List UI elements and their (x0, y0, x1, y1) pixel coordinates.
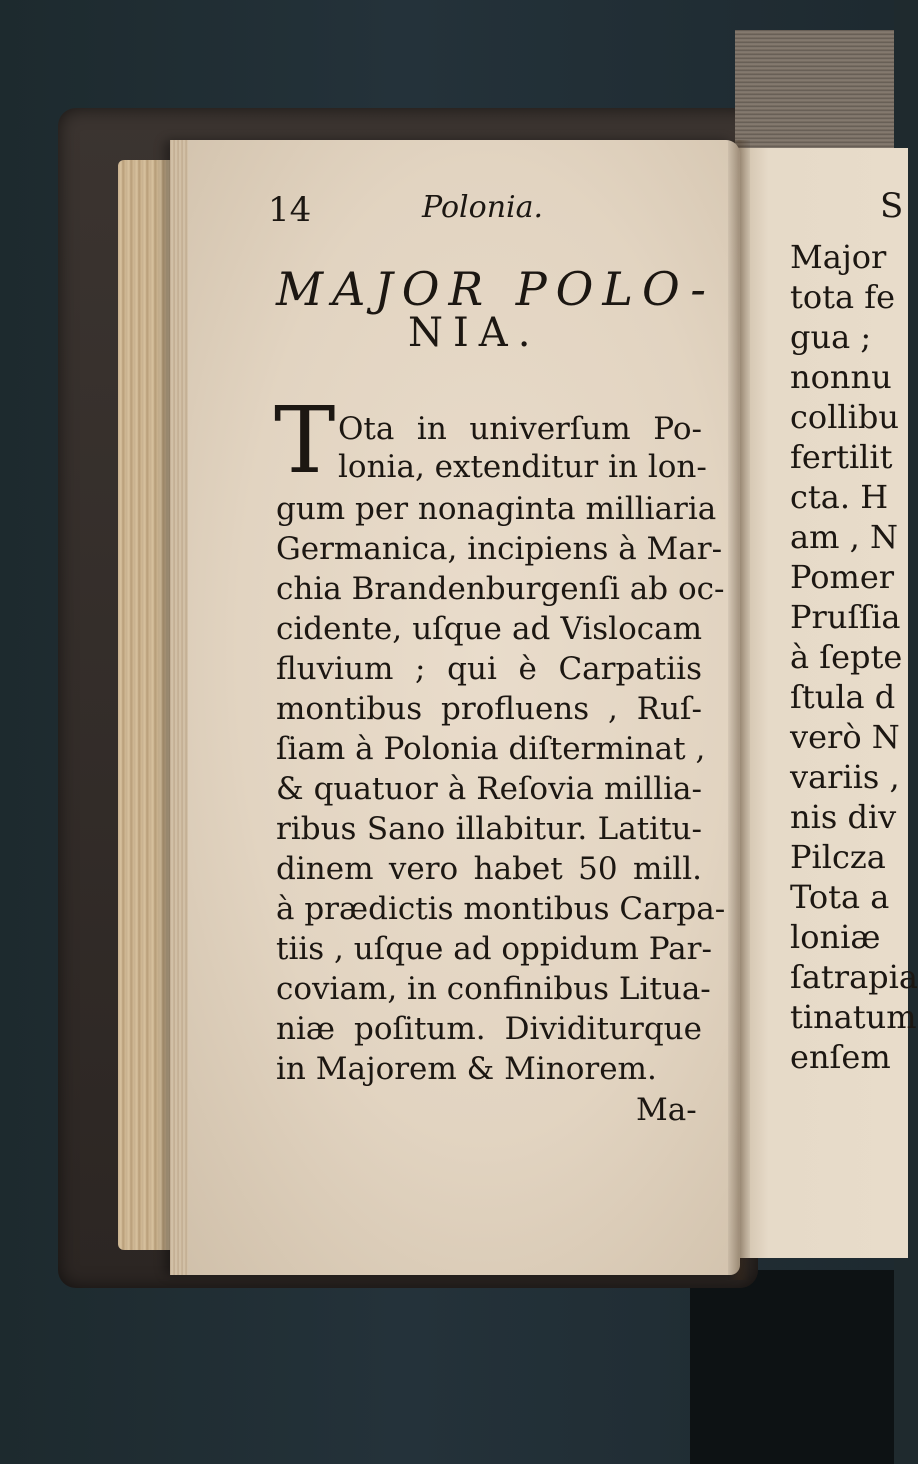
body-line: in Majorem & Minorem. (276, 1051, 657, 1087)
drop-cap: T (274, 387, 336, 494)
right-line: fertilit (790, 438, 893, 476)
right-line: am , N (790, 518, 898, 556)
right-line: collibu (790, 398, 899, 436)
body-line: cidente, uſque ad Vislocam (276, 611, 702, 647)
right-line: tota fe (790, 278, 896, 316)
right-line: gua ; (790, 318, 872, 356)
right-line: cta. H (790, 478, 889, 516)
right-running-head: S (880, 186, 904, 226)
body-line: à prædictis montibus Carpa- (276, 891, 726, 927)
body-line: gum per nonaginta milliaria (276, 491, 717, 527)
section-title-line-1: MAJOR POLO- (276, 262, 715, 316)
right-line: nis div (790, 798, 897, 836)
right-line: enſem (790, 1038, 891, 1076)
body-line: lonia, extenditur in lon- (338, 449, 707, 485)
body-line: montibus profluens , Ruſ- (276, 691, 702, 727)
right-line: verò N (790, 718, 900, 756)
right-line: à ſepte (790, 638, 903, 676)
body-line: chia Brandenburgenſi ab oc- (276, 571, 725, 607)
right-line: ſtula d (790, 678, 896, 716)
body-line: niæ poſitum. Dividiturque (276, 1011, 702, 1047)
page-edges-side (118, 160, 170, 1250)
page-number: 14 (268, 190, 312, 230)
body-line: dinem vero habet 50 mill. (276, 851, 702, 887)
right-line: variis , (790, 758, 900, 796)
right-line: Pruſſia (790, 598, 901, 636)
running-head: Polonia. (422, 190, 544, 225)
catchword: Ma- (636, 1092, 697, 1128)
background-shadow (690, 1270, 894, 1464)
body-line: Ota in univerſum Po- (338, 411, 702, 447)
right-line: nonnu (790, 358, 892, 396)
right-line: Pomer (790, 558, 895, 596)
right-line: Pilcza (790, 838, 886, 876)
body-line: tiis , uſque ad oppidum Par- (276, 931, 712, 967)
page-edges-top (735, 30, 894, 150)
body-line: coviam, in confinibus Litua- (276, 971, 711, 1007)
right-line: Tota a (790, 878, 890, 916)
right-line: Major (790, 238, 887, 276)
body-line: ſiam à Polonia diſterminat , (276, 731, 706, 767)
section-title-line-2: NIA. (408, 310, 541, 356)
body-line: ribus Sano illabitur. Latitu- (276, 811, 702, 847)
body-line: Germanica, incipiens à Mar- (276, 531, 723, 567)
right-line: ſatrapia (790, 958, 918, 996)
book-gutter (728, 140, 750, 1280)
right-line: tinatum (790, 998, 917, 1036)
body-line: fluvium ; qui è Carpatiis (276, 651, 702, 687)
right-line: loniæ (790, 918, 881, 956)
body-line: & quatuor à Reſovia millia- (276, 771, 702, 807)
